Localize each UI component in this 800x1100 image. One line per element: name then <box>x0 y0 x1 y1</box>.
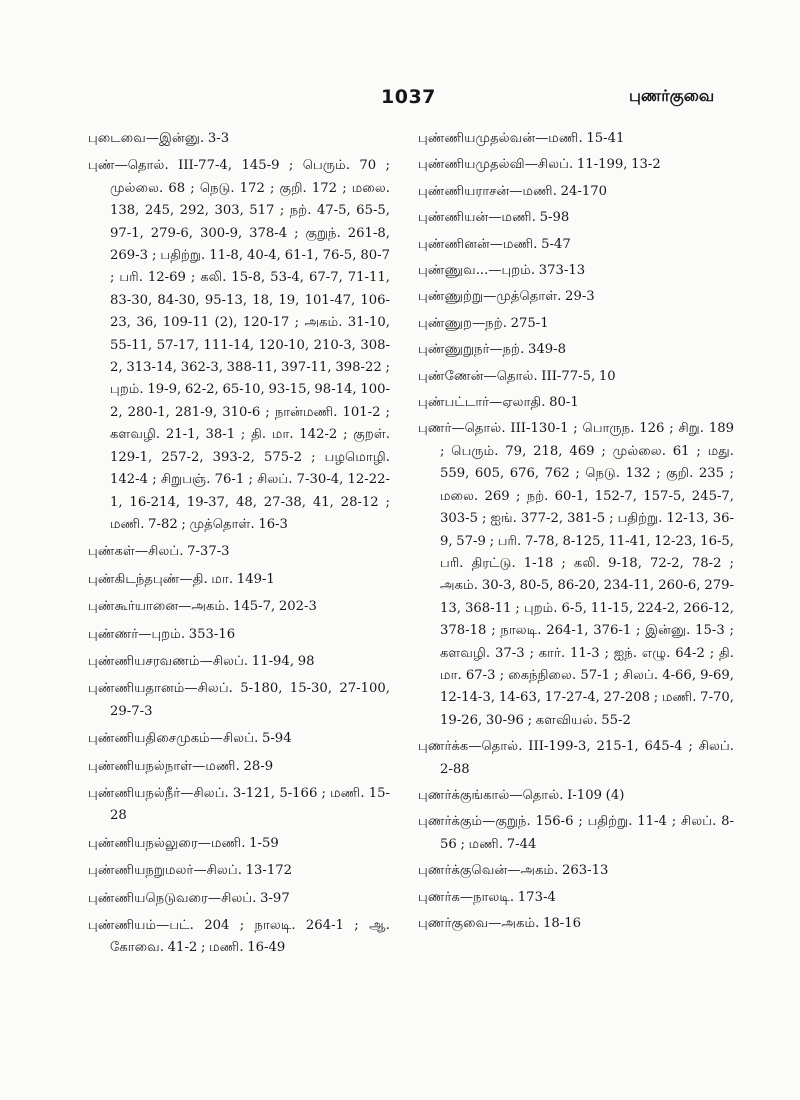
index-entry: புண்ணியன்—மணி. 5-98 <box>418 210 570 226</box>
index-entry: புண்ணுற்று—முத்தொள். 29-3 <box>418 289 595 305</box>
index-entry: புண்ணியராசன்—மணி. 24-170 <box>418 183 608 199</box>
index-entry: புண்ணினன்—மணி. 5-47 <box>418 236 571 252</box>
index-entry: புண்ணேன்—தொல். III-77-5, 10 <box>418 368 616 384</box>
index-entry: புணர்க்குவென்—அகம். 263-13 <box>418 863 609 879</box>
index-entry: புண்ணுவ...—புறம். 373-13 <box>418 263 586 279</box>
index-entry: புண்ணியமுதல்வி—சிலப். 11-199, 13-2 <box>418 157 661 173</box>
index-entry: புண்ணியநல்லுரை—மணி. 1-59 <box>88 835 279 851</box>
index-entry: புணர்க்குங்கால்—தொல். I-109 (4) <box>418 787 625 803</box>
index-entry: புணர்க்க—தொல். III-199-3, 215-1, 645-4 ; சிலப். 2-88 <box>418 739 734 777</box>
index-entry: புடைவை—இன்னு. 3-3 <box>88 131 230 146</box>
index-entry: புணர்—தொல். III-130-1 ; பொருந. 126 ; சிறு. 189 ; பெரும். 79, 218, 469 ; முல்லை. 61 ; மது. 559, 605, 676, 762 ; நெடு. 132 ; குறி. 235 ; மலை. 269 ; நற். 60-1, 152-7, 157-5, 245-7, 303-5 ; ஐங். 377-2, 381-5 ; பதிற்று. 12-13, 36-9, 57-9 ; பரி. 7-78, 8-125, 11-41, 12-23, 16-5, பரி. திரட்டு. 1-18 ; கலி. 9-18, 72-2, 78-2 ; அகம். 30-3, 80-5, 86-20, 234-11, 260-6, 279-13, 368-11 ; புறம். 6-5, 11-15, 224-2, 266-12, 378-18 ; நாலடி. 264-1, 376-1 ; இன்னு. 15-3 ; களவழி. 37-3 ; கார். 11-3 ; ஐந். எழு. 64-2 ; தி. மா. 67-3 ; கைந்நிலை. 57-1 ; சிலப். 4-66, 9-69, 12-14-3, 14-63, 17-27-4, 27-208 ; மணி. 7-70, 19-26, 30-96 ; களவியல். 55-2 <box>418 421 734 728</box>
index-entry: புணர்க்கும்—குறுந். 156-6 ; பதிற்று. 11-4 ; சிலப். 8-56 ; மணி. 7-44 <box>418 814 734 852</box>
index-entry: புண்கள்—சிலப். 7-37-3 <box>88 544 230 560</box>
index-entry: புண்ணியதானம்—சிலப். 5-180, 15-30, 27-100, 29-7-3 <box>88 681 390 719</box>
index-entry: புண்ணர்—புறம். 353-16 <box>88 626 236 642</box>
index-entry: புண்ணியநல்நாள்—மணி. 28-9 <box>88 758 274 774</box>
index-entry: புண்கிடந்தபுண்—தி. மா. 149-1 <box>88 571 275 587</box>
index-entry: புண்ணியநறுமலர்—சிலப். 13-172 <box>88 863 293 879</box>
page-number: 1037 <box>381 86 436 108</box>
index-entry: புணர்குவை—அகம். 18-16 <box>418 916 582 931</box>
index-entry: புண்ணுறுநர்—நற். 349-8 <box>418 342 567 358</box>
index-entry: புண்ணியசரவணம்—சிலப். 11-94, 98 <box>88 653 315 669</box>
right-column <box>418 128 734 939</box>
index-entry: புண்ணியநெடுவரை—சிலப். 3-97 <box>88 890 290 906</box>
index-entry: புண்—தொல். III-77-4, 145-9 ; பெரும். 70 ; முல்லை. 68 ; நெடு. 172 ; குறி. 172 ; மலை. 138, 245, 292, 303, 517 ; நற். 47-5, 65-5, 97-1, 279-6, 300-9, 378-4 ; குறுந். 261-8, 269-3 ; பதிற்று. 11-8, 40-4, 61-1, 76-5, 80-7 ; பரி. 12-69 ; கலி. 15-8, 53-4, 67-7, 71-11, 83-30, 84-30, 95-13, 18, 19, 101-47, 106-23, 36, 109-11 (2), 120-17 ; அகம். 31-10, 55-11, 57-17, 111-14, 120-10, 210-3, 308-2, 313-14, 362-3, 388-11, 397-11, 398-22 ; புறம். 19-9, 62-2, 65-10, 93-15, 98-14, 100-2, 280-1, 281-9, 310-6 ; நான்மணி. 101-2 ; களவழி. 21-1, 38-1 ; தி. மா. 142-2 ; குறள். 129-1, 257-2, 393-2, 575-2 ; பழமொழி. 142-4 ; சிறுபஞ். 76-1 ; சிலப். 7-30-4, 12-22-1, 16-214, 19-37, 48, 27-38, 41, 28-12 ; மணி. 7-82 ; முத்தொள். 16-3 <box>88 158 390 532</box>
index-entry: புண்ணியமுதல்வன்—மணி. 15-41 <box>418 131 625 146</box>
running-head: புணர்குவை <box>629 86 715 105</box>
index-entry: புண்ணியநல்நீர்—சிலப். 3-121, 5-166 ; மணி. 15-28 <box>88 785 390 824</box>
left-column <box>88 128 390 965</box>
index-entry: புண்பட்டார்—ஏலாதி. 80-1 <box>418 395 579 411</box>
index-entry: புண்ணுற—நற். 275-1 <box>418 315 549 331</box>
index-entry: புண்கூர்யானை—அகம். 145-7, 202-3 <box>88 599 317 615</box>
index-entry: புண்ணியதிசைமுகம்—சிலப். 5-94 <box>88 731 292 747</box>
index-entry: புணர்க—நாலடி. 173-4 <box>418 889 556 905</box>
index-entry: புண்ணியம்—பட். 204 ; நாலடி. 264-1 ; ஆ. கோவை. 41-2 ; மணி. 16-49 <box>88 918 390 956</box>
